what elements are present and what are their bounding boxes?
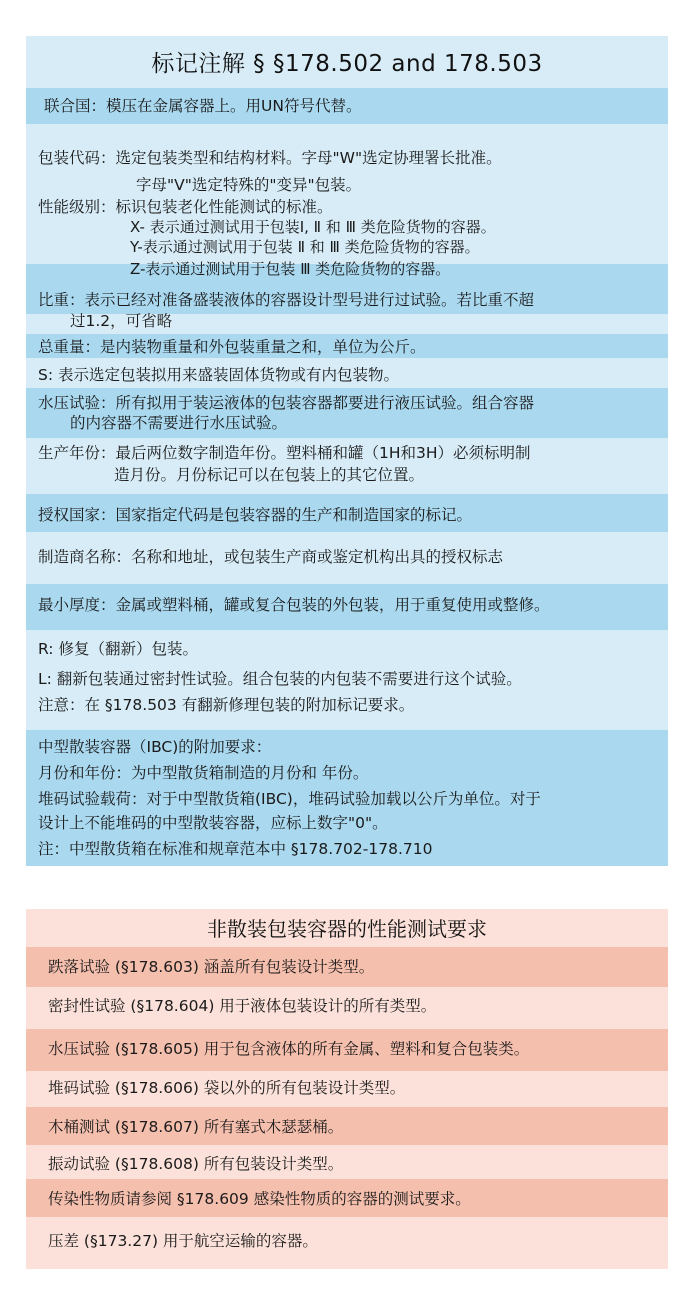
ibc-note: 注：中型散货箱在标准和规章范本中 §178.702-178.710 xyxy=(38,840,433,858)
markings-title: 标记注解 § §178.502 and 178.503 xyxy=(151,51,543,77)
gross-weight: 总重量：是内装物重量和外包装重量之和，单位为公斤。 xyxy=(38,338,426,356)
test-item: 木桶测试 (§178.607) 所有塞式木瑟瑟桶。 xyxy=(48,1118,344,1136)
leakproof-marking: L: 翻新包装通过密封性试验。组合包装的内包装不需要进行这个试验。 xyxy=(38,670,522,688)
test-item: 跌落试验 (§178.603) 涵盖所有包装设计类型。 xyxy=(48,958,375,976)
min-thickness: 最小厚度：金属或塑料桶，罐或复合包装的外包装，用于重复使用或整修。 xyxy=(38,596,550,614)
production-year-cont: 造月份。月份标记可以在包装上的其它位置。 xyxy=(114,466,425,484)
ibc-month-year: 月份和年份：为中型散货箱制造的月份和 年份。 xyxy=(38,764,369,782)
packaging-code-cont: 字母"V"选定特殊的"变异"包装。 xyxy=(136,176,362,194)
specific-gravity: 比重：表示已经对准备盛装液体的容器设计型号进行过试验。若比重不超 xyxy=(38,291,535,309)
tests-title: 非散装包装容器的性能测试要求 xyxy=(207,917,487,941)
solid-marking: S: 表示选定包装拟用来盛装固体货物或有内包装物。 xyxy=(38,366,399,384)
test-item: 传染性物质请参阅 §178.609 感染性物质的容器的测试要求。 xyxy=(48,1190,471,1208)
packaging-code: 包装代码：选定包装类型和结构材料。字母"W"选定协理署长批准。 xyxy=(38,149,502,167)
ibc-header: 中型散装容器（IBC)的附加要求： xyxy=(38,738,272,756)
level-z: Z-表示通过测试用于包装 Ⅲ 类危险货物的容器。 xyxy=(130,260,451,278)
un-marking: 联合国：模压在金属容器上。用UN符号代替。 xyxy=(44,97,362,115)
specific-gravity-cont: 过1.2，可省略 xyxy=(70,312,173,330)
production-year: 生产年份：最后两位数字制造年份。塑料桶和罐（1H和3H）必须标明制 xyxy=(38,444,531,462)
manufacturer: 制造商名称：名称和地址，或包装生产商或鉴定机构出具的授权标志 xyxy=(38,548,504,566)
test-item: 水压试验 (§178.605) 用于包含液体的所有金属、塑料和复合包装类。 xyxy=(48,1040,530,1058)
ibc-stack-load: 堆码试验载荷：对于中型散货箱(IBC)，堆码试验加载以公斤为单位。对于 xyxy=(38,790,541,808)
level-y: Y-表示通过测试用于包装 Ⅱ 和 Ⅲ 类危险货物的容器。 xyxy=(130,238,480,256)
note: 注意：在 §178.503 有翻新修理包装的附加标记要求。 xyxy=(38,696,415,714)
test-item: 堆码试验 (§178.606) 袋以外的所有包装设计类型。 xyxy=(48,1079,406,1097)
hydro-test-cont: 的内容器不需要进行水压试验。 xyxy=(70,414,288,432)
test-item: 压差 (§173.27) 用于航空运输的容器。 xyxy=(48,1232,318,1250)
tests-panel xyxy=(26,909,668,1269)
markings-panel xyxy=(26,36,668,866)
hydro-test: 水压试验：所有拟用于装运液体的包装容器都要进行液压试验。组合容器 xyxy=(38,394,535,412)
authorizing-country: 授权国家：国家指定代码是包装容器的生产和制造国家的标记。 xyxy=(38,506,473,524)
level-x: X- 表示通过测试用于包装Ⅰ, Ⅱ 和 Ⅲ 类危险货物的容器。 xyxy=(130,218,496,236)
repaired-marking: R: 修复（翻新）包装。 xyxy=(38,640,198,658)
test-item: 振动试验 (§178.608) 所有包装设计类型。 xyxy=(48,1155,344,1173)
test-item: 密封性试验 (§178.604) 用于液体包装设计的所有类型。 xyxy=(48,997,437,1015)
performance-level: 性能级别：标识包装老化性能测试的标准。 xyxy=(38,198,333,216)
ibc-stack-load-cont: 设计上不能堆码的中型散装容器，应标上数字"0"。 xyxy=(38,814,388,832)
